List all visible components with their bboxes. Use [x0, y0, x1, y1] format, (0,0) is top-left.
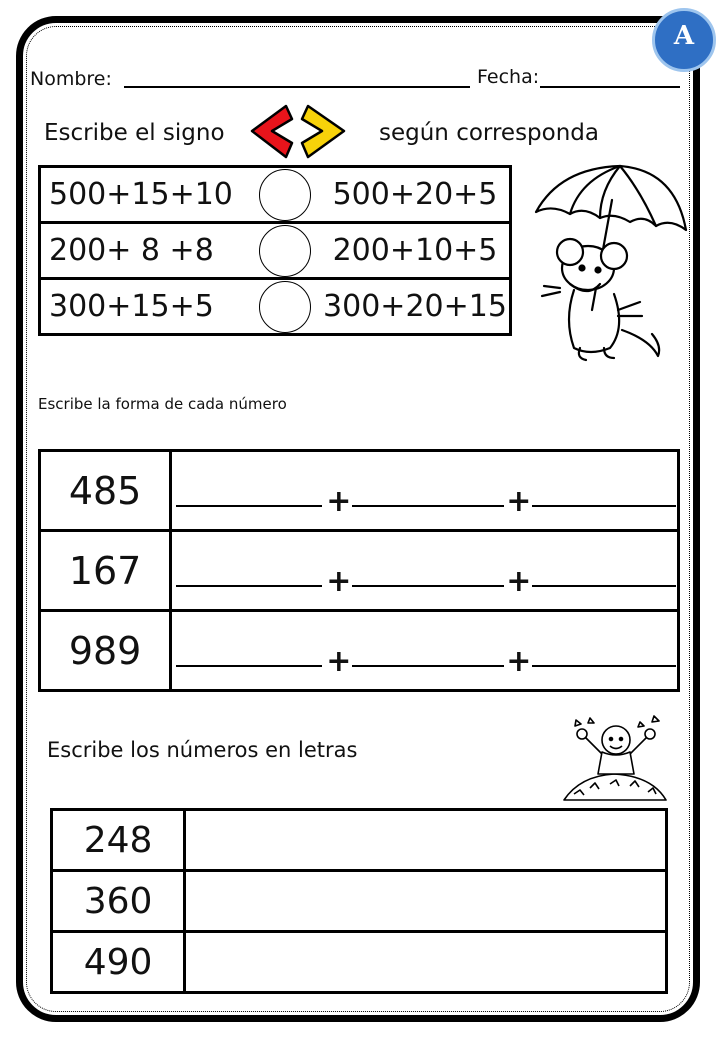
section2-instruction: Escribe la forma de cada número — [38, 395, 287, 413]
number-cell: 490 — [52, 932, 185, 993]
answer-line[interactable] — [352, 665, 504, 667]
answer-cell[interactable] — [185, 810, 667, 871]
child-leaves-illustration — [560, 710, 670, 806]
answer-line[interactable] — [532, 585, 676, 587]
mouse-umbrella-illustration — [530, 160, 690, 365]
comparison-table — [38, 165, 512, 336]
nombre-label: Nombre: — [30, 68, 112, 90]
answer-line[interactable] — [352, 505, 504, 507]
expr-right: 300+20+15 — [321, 279, 511, 335]
table-row — [40, 223, 511, 279]
fecha-line[interactable] — [540, 86, 680, 88]
plus-sign: + — [506, 484, 532, 519]
plus-sign: + — [506, 644, 532, 679]
number-cell: 485 — [40, 451, 171, 531]
expanded-form-table — [38, 449, 680, 692]
table-row — [40, 451, 679, 531]
answer-cell[interactable] — [185, 871, 667, 932]
section1-instruction-left: Escribe el signo — [44, 120, 225, 146]
logo-badge — [652, 8, 716, 72]
answer-line[interactable] — [176, 665, 322, 667]
section3-instruction: Escribe los números en letras — [47, 738, 358, 762]
answer-cell[interactable] — [185, 932, 667, 993]
number-cell: 989 — [40, 611, 171, 691]
table-row — [40, 531, 679, 611]
table-row — [52, 871, 667, 932]
sum-lines — [176, 484, 677, 519]
number-cell: 248 — [52, 810, 185, 871]
section1-instruction-right: según corresponda — [379, 120, 599, 146]
answer-circle[interactable] — [259, 169, 311, 221]
answer-line[interactable] — [532, 505, 676, 507]
table-row — [52, 810, 667, 871]
table-row — [40, 611, 679, 691]
expr-right: 500+20+5 — [321, 167, 511, 223]
table-row — [52, 932, 667, 993]
table-row — [40, 279, 511, 335]
number-cell: 167 — [40, 531, 171, 611]
comparison-signs-icon — [248, 103, 352, 161]
expr-right: 200+10+5 — [321, 223, 511, 279]
plus-sign: + — [326, 564, 352, 599]
answer-circle[interactable] — [259, 225, 311, 277]
fecha-label: Fecha: — [477, 66, 540, 88]
expr-left: 300+15+5 — [40, 279, 250, 335]
answer-line[interactable] — [176, 505, 322, 507]
answer-cell[interactable] — [171, 451, 679, 531]
table-row — [40, 167, 511, 223]
expr-left: 200+ 8 +8 — [40, 223, 250, 279]
plus-sign: + — [326, 644, 352, 679]
answer-cell[interactable] — [171, 611, 679, 691]
less-than-sign-icon — [252, 106, 292, 157]
answer-circle[interactable] — [259, 281, 311, 333]
answer-line[interactable] — [532, 665, 676, 667]
number-words-table — [50, 808, 668, 994]
logo-letter-icon: A — [673, 21, 695, 51]
expr-left: 500+15+10 — [40, 167, 250, 223]
nombre-line[interactable] — [124, 86, 470, 88]
plus-sign: + — [326, 484, 352, 519]
answer-line[interactable] — [176, 585, 322, 587]
sum-lines — [176, 644, 677, 679]
sum-lines — [176, 564, 677, 599]
answer-cell[interactable] — [171, 531, 679, 611]
plus-sign: + — [506, 564, 532, 599]
greater-than-sign-icon — [302, 106, 344, 157]
number-cell: 360 — [52, 871, 185, 932]
answer-line[interactable] — [352, 585, 504, 587]
